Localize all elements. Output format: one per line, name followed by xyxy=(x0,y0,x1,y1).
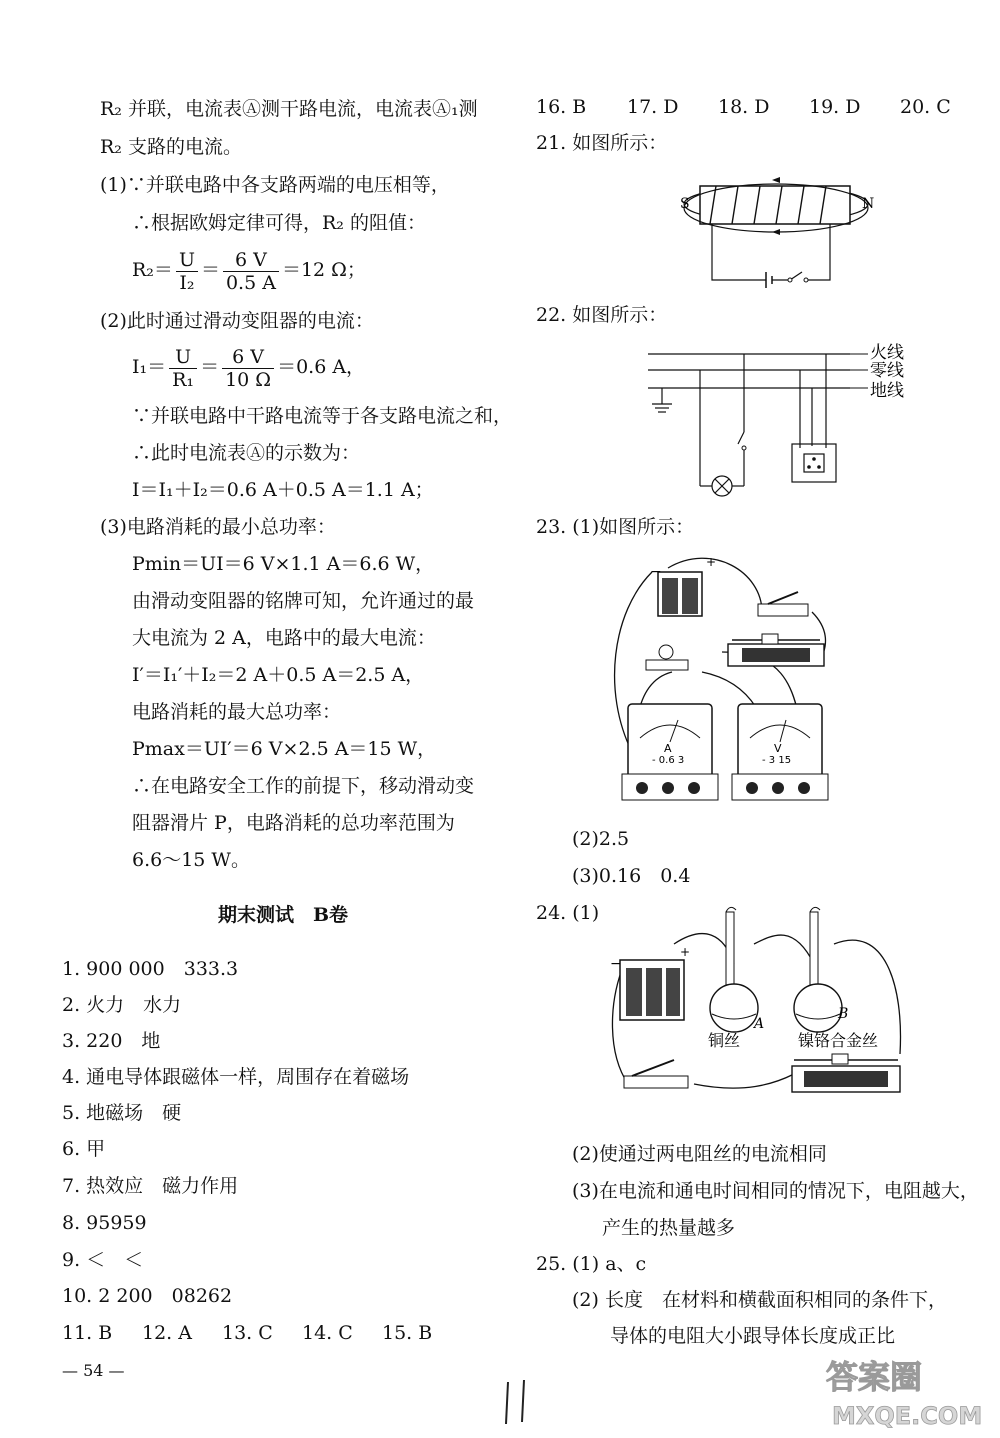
q23-circuit-diagram xyxy=(612,552,852,812)
solenoid-s-label: S xyxy=(680,196,690,212)
q24-part2: (2)使通过两电阻丝的电流相同 xyxy=(572,1143,827,1165)
q24-part3-b: 产生的热量越多 xyxy=(602,1217,736,1239)
intro-line-1: R₂ 并联，电流表Ⓐ测干路电流，电流表Ⓐ₁测 xyxy=(100,98,478,120)
part1-line-b: ∴根据欧姆定律可得，R₂ 的阻值： xyxy=(132,212,426,234)
section-title: 期末测试 B卷 xyxy=(218,904,349,926)
zero-wire-label: 零线 xyxy=(870,361,904,381)
ammeter-scale: - 0.6 3 xyxy=(652,755,685,766)
mc-answers-left: 11. B 12. A 13. C 14. C 15. B xyxy=(62,1322,433,1344)
part3-line-e: I′＝I₁′＋I₂＝2 A＋0.5 A＝2.5 A， xyxy=(132,664,425,686)
flask-b-label: B xyxy=(838,1006,849,1022)
part1-equation: R₂＝ $\frac{U}{\text{I₂}}$ ＝ $\frac{6 V}{0.5 A}$ ＝12 Ω； xyxy=(132,248,366,294)
earth-wire-label: 地线 xyxy=(870,381,904,401)
q23-part3: (3)0.16 0.4 xyxy=(572,865,691,887)
part3-line-f: 电路消耗的最大总功率： xyxy=(132,701,342,723)
part3-line-d: 大电流为 2 A，电路中的最大电流： xyxy=(132,627,436,649)
ammeter-label: A xyxy=(664,742,672,755)
part2-line-d: I＝I₁＋I₂＝0.6 A＋0.5 A＝1.1 A； xyxy=(132,479,434,501)
q25-part2-b: 导体的电阻大小跟导体长度成正比 xyxy=(610,1325,896,1347)
q23-text: 23. (1)如图所示： xyxy=(536,516,695,538)
watermark-logo xyxy=(796,1352,992,1432)
nichrome-wire-label: 镍铬合金丝 xyxy=(798,1031,879,1050)
svg-text:答案圈: 答案圈 xyxy=(826,1358,923,1396)
answer-7: 7. 热效应 磁力作用 xyxy=(62,1175,239,1197)
q24-part3-a: (3)在电流和通电时间相同的情况下，电阻越大， xyxy=(572,1180,979,1202)
answer-9: 9. ＜ ＜ xyxy=(62,1249,144,1271)
answer-10: 10. 2 200 08262 xyxy=(62,1285,233,1307)
part3-line-a: (3)电路消耗的最小总功率： xyxy=(100,516,336,538)
svg-text:+: + xyxy=(706,555,717,569)
fire-wire-label: 火线 xyxy=(870,343,904,363)
copper-wire-label: 铜丝 xyxy=(708,1031,741,1050)
q24-circuit-diagram xyxy=(604,904,914,1144)
svg-text:MXQE.COM: MXQE.COM xyxy=(832,1402,983,1430)
part1-line-a: (1)∵并联电路中各支路两端的电压相等， xyxy=(100,174,450,196)
intro-line-2: R₂ 支路的电流。 xyxy=(100,136,242,158)
part3-line-g: Pmax＝UI′＝6 V×2.5 A＝15 W， xyxy=(132,738,437,760)
part2-line-b: ∵并联电路中干路电流等于各支路电流之和， xyxy=(132,405,513,427)
svg-text:−: − xyxy=(650,564,662,580)
q25-part2-a: (2) 长度 在材料和横截面积相同的条件下， xyxy=(572,1289,947,1311)
page-number: — 54 — xyxy=(62,1361,125,1380)
q23-part2: (2)2.5 xyxy=(572,828,630,850)
part3-line-i: 阻器滑片 P，电路消耗的总功率范围为 xyxy=(132,812,455,834)
part3-line-b: Pmin＝UI＝6 V×1.1 A＝6.6 W， xyxy=(132,553,435,575)
part2-line-a: (2)此时通过滑动变阻器的电流： xyxy=(100,310,374,332)
part2-line-c: ∴此时电流表Ⓐ的示数为： xyxy=(132,442,361,464)
answer-8: 8. 95959 xyxy=(62,1212,147,1234)
q21-text: 21. 如图所示： xyxy=(536,132,668,154)
part2-equation: I₁＝ $\frac{U}{\text{R₁}}$ ＝ $\frac{6 V}{10 \Omega}$ ＝0.6 A， xyxy=(132,345,366,391)
answer-2: 2. 火力 水力 xyxy=(62,994,182,1016)
part3-line-h: ∴在电路安全工作的前提下，移动滑动变 xyxy=(132,775,475,797)
svg-text:+: + xyxy=(680,945,691,959)
mc-answers-right: 16. B 17. D 18. D 19. D 20. C xyxy=(536,96,951,118)
voltmeter-label: V xyxy=(774,742,782,755)
q25-part1: 25. (1) a、c xyxy=(536,1253,647,1275)
solenoid-n-label: N xyxy=(862,196,875,212)
answer-1: 1. 900 000 333.3 xyxy=(62,958,239,980)
svg-text:−: − xyxy=(610,956,622,972)
answer-6: 6. 甲 xyxy=(62,1138,106,1160)
q22-text: 22. 如图所示： xyxy=(536,304,668,326)
solenoid-diagram xyxy=(676,166,876,290)
q24-text: 24. (1) xyxy=(536,902,600,924)
flask-a-label: A xyxy=(754,1016,765,1032)
part3-line-j: 6.6～15 W。 xyxy=(132,849,250,871)
handwritten-mark xyxy=(494,1378,544,1428)
part3-line-c: 由滑动变阻器的铭牌可知，允许通过的最 xyxy=(132,590,475,612)
home-wiring-diagram xyxy=(644,340,914,510)
voltmeter-scale: - 3 15 xyxy=(762,755,792,766)
answer-4: 4. 通电导体跟磁体一样，周围存在着磁场 xyxy=(62,1066,410,1088)
answer-5: 5. 地磁场 硬 xyxy=(62,1102,182,1124)
answer-3: 3. 220 地 xyxy=(62,1030,161,1052)
